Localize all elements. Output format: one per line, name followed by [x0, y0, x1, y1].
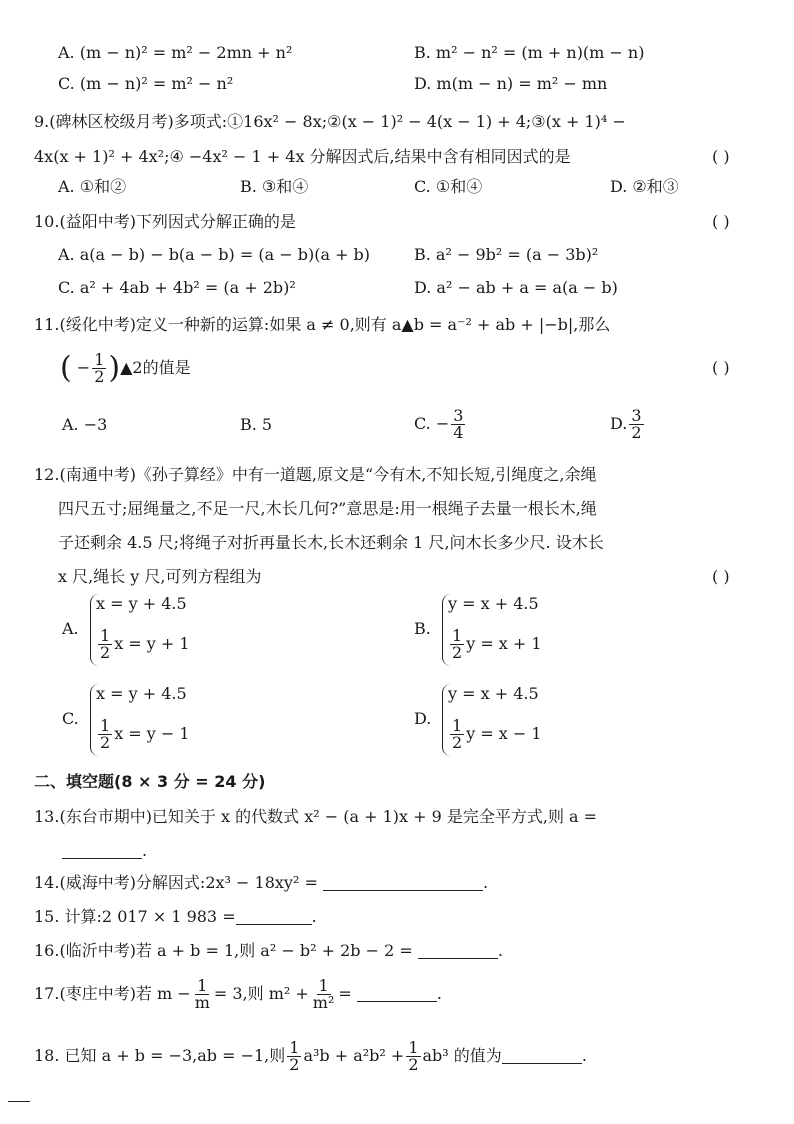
q16-answer-blank[interactable]	[418, 942, 498, 959]
q10-stem: 10.(益阳中考)下列因式分解正确的是	[34, 212, 296, 231]
footer-rule	[8, 1101, 30, 1102]
q9-option-a: A. ①和②	[58, 177, 127, 196]
q10-answer-paren: ( )	[712, 212, 730, 231]
q11-option-a: A. −3	[62, 415, 108, 434]
q10-option-c: C. a² + 4ab + 4b² = (a + 2b)²	[58, 278, 296, 297]
q12-option-b-label: B.	[414, 619, 431, 638]
q8-option-c: C. (m − n)² = m² − n²	[58, 74, 234, 93]
q12-option-b-system: y = x + 4.5 $\frac{1}{2}$ y = x + 1	[442, 594, 642, 666]
section-heading-fill-in: 二、填空题(8 × 3 分 = 24 分)	[34, 772, 266, 791]
q12-stem-line1: 12.(南通中考)《孙子算经》中有一道题,原文是“今有木,不知长短,引绳度之,余绳	[34, 465, 597, 484]
q12-option-a-label: A.	[62, 619, 79, 638]
q13-stem-line1: 13.(东台市期中)已知关于 x 的代数式 x² − (a + 1)x + 9 是完全平方式,则 a =	[34, 807, 598, 826]
q12-option-a-system: x = y + 4.5 $\frac{1}{2}$ x = y + 1	[90, 594, 290, 666]
q12-stem-line2: 四尺五寸;屈绳量之,不足一尺,木长几何?”意思是:用一根绳子去量一根长木,绳	[58, 499, 597, 518]
q11-option-b: B. 5	[240, 415, 273, 434]
q15-stem: 15. 计算:2 017 × 1 983 = .	[34, 907, 317, 926]
q18-stem: 18. 已知 a + b = −3,ab = −1,则 $\frac{1}{2}$ a³b + a²b² + $\frac{1}{2}$ ab³ 的值为 .	[34, 1038, 587, 1074]
q11-option-c: C. − $\frac{3}{4}$	[414, 406, 464, 442]
q11-stem-line1: 11.(绥化中考)定义一种新的运算:如果 a ≠ 0,则有 a▲b = a⁻² + ab + |−b|,那么	[34, 315, 611, 334]
q8-option-b: B. m² − n² = (m + n)(m − n)	[414, 43, 645, 62]
q9-option-b: B. ③和④	[240, 177, 309, 196]
q12-option-d-label: D.	[414, 709, 432, 728]
q10-option-b: B. a² − 9b² = (a − 3b)²	[414, 245, 599, 264]
q8-option-d: D. m(m − n) = m² − mn	[414, 74, 608, 93]
q12-stem-line4: x 尺,绳长 y 尺,可列方程组为	[58, 567, 262, 586]
q18-answer-blank[interactable]	[502, 1047, 582, 1064]
q13-answer-row: .	[62, 840, 147, 862]
q12-option-c-system: x = y + 4.5 $\frac{1}{2}$ x = y − 1	[90, 684, 290, 756]
q11-stem-tail: ▲2的值是	[120, 358, 191, 377]
q11-answer-paren: ( )	[712, 358, 730, 377]
q8-option-a: A. (m − n)² = m² − 2mn + n²	[58, 43, 293, 62]
q9-option-d: D. ②和③	[610, 177, 679, 196]
q16-stem: 16.(临沂中考)若 a + b = 1,则 a² − b² + 2b − 2 = .	[34, 941, 503, 960]
q15-answer-blank[interactable]	[236, 908, 312, 925]
q10-option-d: D. a² − ab + a = a(a − b)	[414, 278, 618, 297]
q11-option-d: D. $\frac{3}{2}$	[610, 406, 642, 442]
q12-option-d-system: y = x + 4.5 $\frac{1}{2}$ y = x − 1	[442, 684, 642, 756]
q17-stem: 17.(枣庄中考)若 m − $\frac{1}{m}$ = 3,则 m² + $\frac{1}{\text{m²}}$ = .	[34, 976, 442, 1012]
q17-answer-blank[interactable]	[357, 985, 437, 1002]
q10-option-a: A. a(a − b) − b(a − b) = (a − b)(a + b)	[58, 245, 371, 264]
q9-stem-line2: 4x(x + 1)² + 4x²;④ −4x² − 1 + 4x 分解因式后,结果中含有相同因式的是	[34, 147, 571, 166]
q9-answer-paren: ( )	[712, 147, 730, 166]
q12-answer-paren: ( )	[712, 567, 730, 586]
q9-stem-line1: 9.(碑林区校级月考)多项式:①16x² − 8x;②(x − 1)² − 4(x − 1) + 4;③(x + 1)⁴ −	[34, 112, 626, 131]
q14-stem: 14.(威海中考)分解因式:2x³ − 18xy² = .	[34, 873, 489, 892]
q9-option-c: C. ①和④	[414, 177, 483, 196]
q12-option-c-label: C.	[62, 709, 79, 728]
q11-stem-line2: ( − $\frac{1}{2}$ )▲2的值是	[60, 350, 191, 386]
q13-answer-blank[interactable]	[62, 842, 142, 859]
q14-answer-blank[interactable]	[323, 874, 483, 891]
q11-fraction: $\frac{1}{2}$	[94, 350, 105, 386]
q12-stem-line3: 子还剩余 4.5 尺;将绳子对折再量长木,长木还剩余 1 尺,问木长多少尺. 设木长	[58, 533, 604, 552]
